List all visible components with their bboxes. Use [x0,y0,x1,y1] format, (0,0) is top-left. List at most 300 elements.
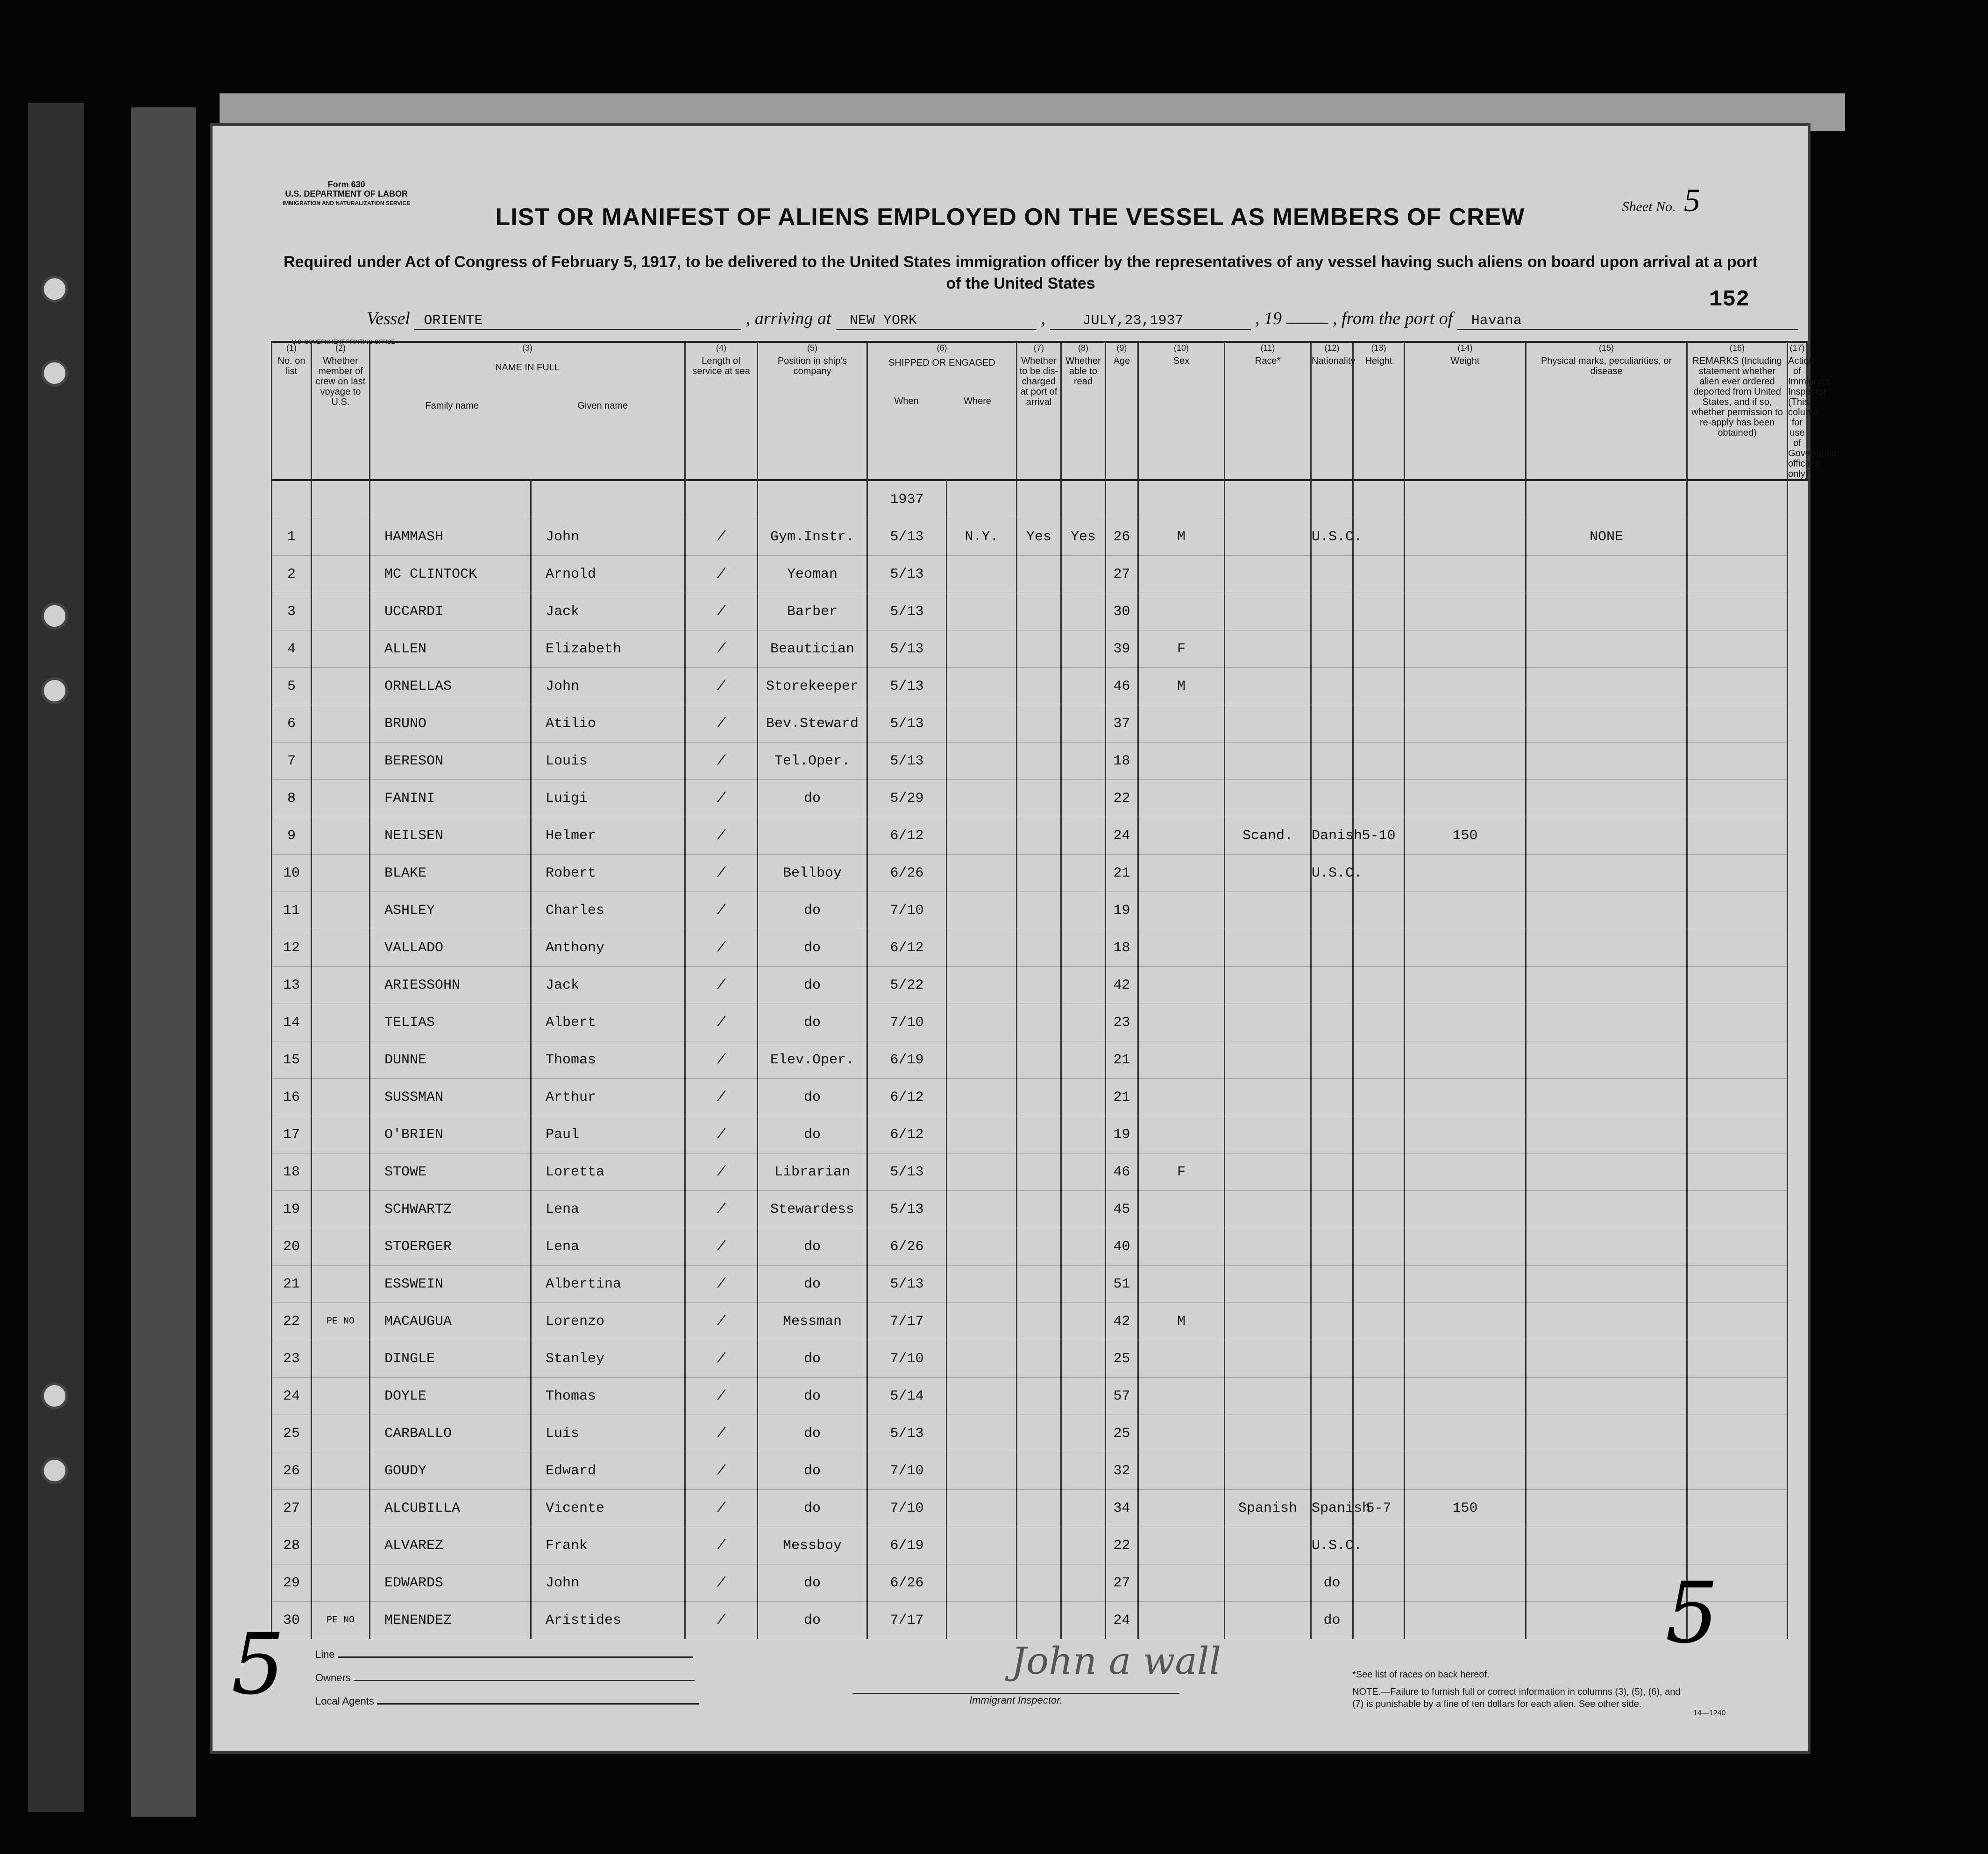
cell-service: / [685,1153,758,1191]
cell-marks [1526,967,1687,1004]
cell-read [1061,1490,1106,1527]
cell-sex: F [1138,630,1225,668]
cell-disch [1017,1228,1061,1266]
cell-marks [1526,1490,1687,1527]
cell-position: do [758,1490,867,1527]
cell-no: 5 [272,668,312,705]
cell-action [1687,630,1788,668]
punch-hole [41,677,68,704]
cell-position: do [758,780,867,817]
cell-marks [1526,1527,1687,1564]
cell-where [947,593,1017,630]
cell-no: 27 [272,1490,312,1527]
cell-disch [1017,1303,1061,1340]
crew-table [271,341,1840,1639]
cell-family: EDWARDS [370,1564,531,1602]
cell-disch [1017,1340,1061,1378]
binder-strip-inner [131,107,196,1817]
sheet-label: Sheet No. [1622,199,1676,214]
cell-no: 18 [272,1153,312,1191]
cell-given: Thomas [531,1378,685,1415]
cell-last [312,855,370,892]
cell-when: 6/19 [867,1041,947,1079]
cell-sex [1138,780,1225,817]
cell-position: Librarian [758,1153,867,1191]
header-row [272,342,1807,480]
cell-last [312,1378,370,1415]
cell-where [947,1602,1017,1639]
cell-read [1061,1228,1106,1266]
cell-age: 27 [1106,556,1138,593]
col-service: (4) Length of service at sea [685,342,758,480]
cell-height [1353,668,1405,705]
cell-disch [1017,630,1061,668]
cell-height [1353,1378,1405,1415]
cell-last: PE NO [312,1303,370,1340]
cell-nat [1311,929,1353,967]
cell-read [1061,1602,1106,1639]
cell-given: John [531,1564,685,1602]
cell-last [312,743,370,780]
cell-sex [1138,1116,1225,1153]
cell-no: 17 [272,1116,312,1153]
cell-sex [1138,1602,1225,1639]
cell-race [1225,1041,1311,1079]
cell-where [947,705,1017,743]
cell-family: MENENDEZ [370,1602,531,1639]
cell-height [1353,1415,1405,1452]
col-remarks: (16) REMARKS (Including statement whether alien ever ordered deported from United States, and if so, whether permission to re-apply has been obtained) [1687,342,1788,480]
cell-nat [1311,668,1353,705]
punch-hole [41,602,68,630]
table-row [272,1041,1807,1079]
cell-given: John [531,668,685,705]
cell-given: Robert [531,855,685,892]
cell-height [1353,1452,1405,1490]
cell-no: 4 [272,630,312,668]
cell-weight [1405,1564,1526,1602]
left-mark: 5 [231,1616,285,1713]
cell-no: 14 [272,1004,312,1041]
cell-last [312,892,370,929]
note-races: *See list of races on back hereof. [1352,1670,1490,1680]
cell-marks [1526,1228,1687,1266]
cell-where [947,1564,1017,1602]
cell-sex: F [1138,1153,1225,1191]
cell-marks [1526,1415,1687,1452]
cell-family: ARIESSOHN [370,967,531,1004]
cell-read [1061,743,1106,780]
form-department: U.S. DEPARTMENT OF LABOR [285,189,408,198]
cell-age: 23 [1106,1004,1138,1041]
cell-height [1353,1564,1405,1602]
cell-last [312,929,370,967]
table-row [272,1415,1807,1452]
cell-last [312,668,370,705]
cell-given: Anthony [531,929,685,967]
cell-age: 21 [1106,1041,1138,1079]
cell-nat: U.S.C. [1311,1527,1353,1564]
table-row [272,1079,1807,1116]
cell-position: do [758,1116,867,1153]
cell-family: STOERGER [370,1228,531,1266]
cell-marks [1526,892,1687,929]
cell-height [1353,1116,1405,1153]
cell-race [1225,1153,1311,1191]
cell-action [1687,518,1788,556]
cell-sex [1138,892,1225,929]
cell-disch [1017,1079,1061,1116]
cell-action [1687,743,1788,780]
cell-no: 22 [272,1303,312,1340]
cell-service: / [685,630,758,668]
cell-service: / [685,1602,758,1639]
cell-nat [1311,1004,1353,1041]
cell-service: / [685,855,758,892]
cell-last [312,1116,370,1153]
cell-last [312,1564,370,1602]
cell-marks [1526,1602,1687,1639]
cell-given: Lena [531,1228,685,1266]
cell-position: Stewardess [758,1191,867,1228]
cell-weight [1405,630,1526,668]
cell-marks [1526,1191,1687,1228]
cell-height [1353,1153,1405,1191]
cell-weight: 150 [1405,817,1526,855]
table-row [272,1527,1807,1564]
cell-family: MC CLINTOCK [370,556,531,593]
cell-when: 7/17 [867,1303,947,1340]
cell-given: Helmer [531,817,685,855]
table-row [272,892,1807,929]
cell-action [1687,1041,1788,1079]
cell-race [1225,743,1311,780]
cell-height [1353,1602,1405,1639]
cell-service: / [685,1191,758,1228]
cell-sex [1138,1490,1225,1527]
cell-height [1353,1266,1405,1303]
cell-sex: M [1138,668,1225,705]
cell-given: Jack [531,967,685,1004]
cell-race [1225,1415,1311,1452]
punch-hole [41,360,68,387]
cell-age: 26 [1106,518,1138,556]
table-row [272,1602,1807,1639]
binder-strip-left [28,103,84,1812]
cell-action [1687,593,1788,630]
cell-read [1061,1415,1106,1452]
cell-age: 45 [1106,1191,1138,1228]
cell-sex [1138,1340,1225,1378]
cell-family: ALLEN [370,630,531,668]
cell-family: ALCUBILLA [370,1490,531,1527]
cell-action [1687,1490,1788,1527]
cell-sex [1138,705,1225,743]
cell-marks [1526,1116,1687,1153]
cell-sex [1138,1564,1225,1602]
cell-service: / [685,518,758,556]
cell-when: 5/13 [867,1415,947,1452]
table-row [272,705,1807,743]
cell-weight [1405,855,1526,892]
cell-age: 51 [1106,1266,1138,1303]
cell-action [1687,1452,1788,1490]
cell-action [1687,1191,1788,1228]
cell-race [1225,593,1311,630]
table-row [272,1266,1807,1303]
cell-disch [1017,1116,1061,1153]
cell-no: 9 [272,817,312,855]
form-service: IMMIGRATION AND NATURALIZATION SERVICE [283,200,411,206]
table-row [272,1116,1807,1153]
cell-height [1353,1004,1405,1041]
cell-no: 10 [272,855,312,892]
cell-position: do [758,1004,867,1041]
cell-where [947,630,1017,668]
cell-read [1061,1452,1106,1490]
cell-service: / [685,1041,758,1079]
cell-where [947,668,1017,705]
cell-weight [1405,1041,1526,1079]
cell-service: / [685,593,758,630]
cell-marks [1526,1564,1687,1602]
cell-marks [1526,705,1687,743]
year-value: 1937 [867,480,947,518]
cell-given: John [531,518,685,556]
cell-read [1061,1266,1106,1303]
cell-height [1353,1041,1405,1079]
cell-marks [1526,743,1687,780]
cell-read [1061,593,1106,630]
cell-where [947,1153,1017,1191]
cell-where: N.Y. [947,518,1017,556]
cell-given: Arnold [531,556,685,593]
cell-disch [1017,556,1061,593]
cell-position: Bellboy [758,855,867,892]
cell-position: Barber [758,593,867,630]
cell-service: / [685,705,758,743]
cell-where [947,1228,1017,1266]
cell-nat [1311,780,1353,817]
cell-position: do [758,1266,867,1303]
cell-last [312,1490,370,1527]
col-marks: (15) Physical marks, peculiarities, or disease [1526,342,1687,480]
cell-given: Frank [531,1527,685,1564]
cell-read [1061,1527,1106,1564]
cell-given: Thomas [531,1041,685,1079]
cell-where [947,929,1017,967]
cell-marks [1526,556,1687,593]
cell-when: 6/19 [867,1527,947,1564]
table-row [272,743,1807,780]
cell-race [1225,1602,1311,1639]
cell-nat [1311,1452,1353,1490]
cell-where [947,780,1017,817]
cell-when: 5/13 [867,518,947,556]
cell-service: / [685,780,758,817]
cell-disch [1017,1191,1061,1228]
cell-family: ASHLEY [370,892,531,929]
cell-read [1061,1378,1106,1415]
cell-read [1061,1004,1106,1041]
cell-weight [1405,1340,1526,1378]
cell-position: do [758,892,867,929]
cell-disch [1017,1415,1061,1452]
cell-last [312,967,370,1004]
cell-weight [1405,668,1526,705]
cell-height [1353,967,1405,1004]
cell-service: / [685,967,758,1004]
cell-weight [1405,743,1526,780]
cell-when: 7/10 [867,892,947,929]
cell-nat [1311,1191,1353,1228]
vessel-name: ORIENTE [414,313,741,330]
cell-read [1061,855,1106,892]
cell-action [1687,892,1788,929]
cell-race: Scand. [1225,817,1311,855]
cell-age: 57 [1106,1378,1138,1415]
cell-family: FANINI [370,780,531,817]
table-row [272,1564,1807,1602]
table-row [272,1191,1807,1228]
table-row [272,1228,1807,1266]
cell-nat: do [1311,1602,1353,1639]
cell-age: 46 [1106,1153,1138,1191]
cell-position: do [758,1228,867,1266]
cell-given: Stanley [531,1340,685,1378]
col-sex: (10) Sex [1138,342,1225,480]
cell-race [1225,1378,1311,1415]
cell-sex [1138,855,1225,892]
cell-age: 37 [1106,705,1138,743]
cell-weight [1405,1191,1526,1228]
cell-read [1061,817,1106,855]
cell-service: / [685,929,758,967]
table-row [272,556,1807,593]
cell-weight [1405,1602,1526,1639]
cell-weight [1405,780,1526,817]
cell-age: 42 [1106,1303,1138,1340]
cell-when: 5/13 [867,1153,947,1191]
cell-action [1687,1415,1788,1452]
cell-weight [1405,1116,1526,1153]
cell-where [947,1490,1017,1527]
cell-nat [1311,705,1353,743]
cell-read [1061,929,1106,967]
cell-position: do [758,1564,867,1602]
cell-no: 21 [272,1266,312,1303]
cell-sex [1138,1079,1225,1116]
cell-read [1061,1116,1106,1153]
cell-sex: M [1138,518,1225,556]
cell-age: 21 [1106,1079,1138,1116]
agents-field: Local Agents [315,1695,699,1707]
cell-when: 7/10 [867,1452,947,1490]
cell-given: Loretta [531,1153,685,1191]
cell-sex [1138,1228,1225,1266]
cell-disch [1017,780,1061,817]
cell-last [312,630,370,668]
cell-race [1225,892,1311,929]
cell-service: / [685,1079,758,1116]
cell-sex: M [1138,1303,1225,1340]
cell-disch [1017,1266,1061,1303]
cell-sex [1138,593,1225,630]
cell-position: do [758,967,867,1004]
cell-read [1061,1303,1106,1340]
cell-action [1687,929,1788,967]
cell-given: Luigi [531,780,685,817]
cell-race [1225,1527,1311,1564]
punch-hole [41,1382,68,1409]
cell-read [1061,780,1106,817]
cell-service: / [685,556,758,593]
cell-last [312,705,370,743]
table-row [272,780,1807,817]
cell-sex [1138,1004,1225,1041]
cell-where [947,855,1017,892]
line-field: Line [315,1649,693,1661]
cell-given: Atilio [531,705,685,743]
cell-family: ORNELLAS [370,668,531,705]
cell-family: O'BRIEN [370,1116,531,1153]
cell-when: 6/12 [867,929,947,967]
col-action: (17) Action of Immigrant Inspector (This column for use of Government officials only) [1788,342,1807,480]
cell-weight: 150 [1405,1490,1526,1527]
cell-age: 25 [1106,1415,1138,1452]
cell-disch [1017,1490,1061,1527]
arriving-label: , arriving at [746,309,831,328]
cell-position: Tel.Oper. [758,743,867,780]
cell-no: 25 [272,1415,312,1452]
cell-race: Spanish [1225,1490,1311,1527]
cell-no: 19 [272,1191,312,1228]
cell-marks [1526,780,1687,817]
cell-when: 6/12 [867,1116,947,1153]
cell-disch [1017,1527,1061,1564]
cell-no: 13 [272,967,312,1004]
cell-family: TELIAS [370,1004,531,1041]
cell-last [312,1415,370,1452]
cell-given: Albert [531,1004,685,1041]
cell-marks [1526,1004,1687,1041]
cell-where [947,1266,1017,1303]
table-row [272,817,1807,855]
cell-given: Arthur [531,1079,685,1116]
crew-rows [272,518,1807,1639]
cell-when: 5/13 [867,556,947,593]
cell-no: 16 [272,1079,312,1116]
cell-family: CARBALLO [370,1415,531,1452]
cell-service: / [685,743,758,780]
col-height: (13) Height [1353,342,1405,480]
table-row [272,1004,1807,1041]
cell-age: 39 [1106,630,1138,668]
cell-given: Lorenzo [531,1303,685,1340]
cell-when: 7/10 [867,1340,947,1378]
cell-action [1687,1079,1788,1116]
cell-service: / [685,1490,758,1527]
cell-race [1225,1564,1311,1602]
cell-nat [1311,556,1353,593]
cell-race [1225,929,1311,967]
cell-sex [1138,1415,1225,1452]
note-penalty: NOTE.—Failure to furnish full or correct information in columns (3), (5), (6), and (7) is punishable by a fine of ten dollars for each alien. See other side. [1352,1687,1681,1709]
cell-where [947,1452,1017,1490]
cell-height [1353,630,1405,668]
cell-no: 3 [272,593,312,630]
cell-given: Lena [531,1191,685,1228]
